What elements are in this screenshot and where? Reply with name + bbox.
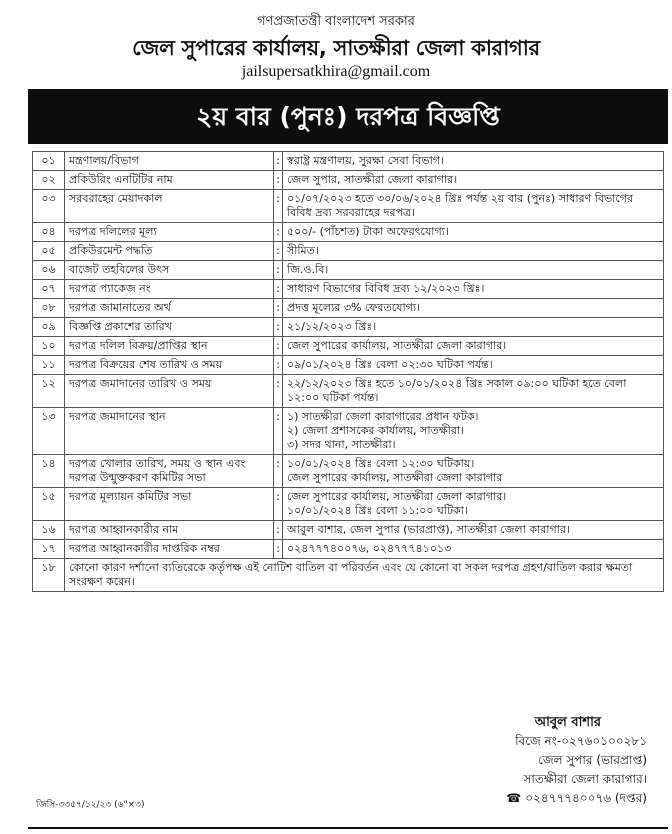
row-value: ২১/১২/২০২৩ খ্রিঃ। [283,318,664,337]
row-number: ১০ [33,337,65,356]
signatory-name: আবুল বাশার [534,715,601,730]
row-value-line: ১০/০১/২০২৪ খ্রিঃ বেলা ১২:৩০ ঘটিকায়। [287,457,475,470]
row-value: ৫০০/- (পাঁচশত) টাকা অফেরৎযোগ্য। [283,223,664,242]
row-label: দরপত্র জামানাতের অর্থ [65,299,274,318]
row-number: ১৬ [33,521,65,540]
row-label: দরপত্র জমাদানের তারিখ ও সময় [65,375,274,408]
row-label: দরপত্র দলিলের মূল্য [65,223,274,242]
row-colon: : [274,455,283,488]
row-number: ১১ [33,356,65,375]
row-number: ০৬ [33,261,65,280]
row-colon: : [274,171,283,190]
row-label: বিজ্ঞপ্তি প্রকাশের তারিখ [65,318,274,337]
row-value-line: ১) সাতক্ষীরা জেলা কারাগারের প্রধান ফটক। [287,410,479,423]
table-row [33,280,664,299]
table-row [33,223,664,242]
row-label: বাজেট তহবিলের উৎস [65,261,274,280]
row-number: ১৩ [33,408,65,455]
row-colon: : [274,356,283,375]
signatory-bp-number: বিজে নং-০২৭৬০১০০২৮১ [515,734,647,748]
row-number: ১২ [33,375,65,408]
table-row [33,152,664,171]
row-colon: : [274,521,283,540]
row-label: দরপত্র আহ্বানকারীর নাম [65,521,274,540]
row-colon: : [274,223,283,242]
table-row [33,521,664,540]
row-value-line: ৩) সদর থানা, সাতক্ষীরা। [287,438,396,451]
row-label: দরপত্র প্যাকেজ নং [65,280,274,299]
row-number: ০৫ [33,242,65,261]
table-row [33,559,664,592]
row-number: ১৭ [33,540,65,559]
row-colon: : [274,488,283,521]
row-number: ০৮ [33,299,65,318]
row-label: দরপত্র মূল্যায়ন কমিটির সভা [65,488,274,521]
row-number: ০৩ [33,190,65,223]
table-row [33,299,664,318]
tender-details-table [32,151,664,592]
table-row [33,337,664,356]
row-label: দরপত্র দলিল বিক্রয়/প্রাপ্তির স্থান [65,337,274,356]
row-value [283,408,664,455]
row-label: দরপত্র খোলার তারিখ, সময় ও স্থান এবং দরপত্র উন্মুক্তকরণ কমিটির সভা [65,455,274,488]
table-row [33,190,664,223]
row-value [283,488,664,521]
bottom-divider [28,827,668,829]
row-value: আবুল বাশার, জেল সুপার (ভারপ্রাপ্ত), সাতক্ষীরা জেলা কারাগার। [283,521,664,540]
row-value: ০২৪৭৭৭৪০০৭৬, ০২৪৭৭৭৪১০১৩ [283,540,664,559]
row-number: ১৫ [33,488,65,521]
row-value: ২২/১২/২০২৩ খ্রিঃ হতে ১০/০১/২০২৪ খ্রিঃ সকাল ০৯:০০ ঘটিকা হতে বেলা ১২:০০ ঘটিকা পর্যন্ত। [283,375,664,408]
row-colon: : [274,299,283,318]
table-row [33,356,664,375]
signatory-phone-line [506,789,647,808]
row-value: জেল সুপারের কার্যালয়, সাতক্ষীরা জেলা কারাগার। [283,337,664,356]
row-label: মন্ত্রণালয়/বিভাগ [65,152,274,171]
row-number: ০২ [33,171,65,190]
row-value: স্বরাষ্ট্র মন্ত্রণালয়, সুরক্ষা সেবা বিভাগ। [283,152,664,171]
table-row [33,242,664,261]
row-number: ০১ [33,152,65,171]
row-colon: : [274,337,283,356]
phone-icon: ☎ [506,791,522,805]
row-value-line: জেল সুপারের কার্যালয়, সাতক্ষীরা জেলা কারাগার। [287,490,507,503]
row-label: দরপত্র বিক্রয়ের শেষ তারিখ ও সময় [65,356,274,375]
row-colon: : [274,242,283,261]
row-value-line: ১০/০১/২০২৪ খ্রিঃ বেলা ১১:০০ ঘটিকা। [287,504,468,517]
signatory-office: সাতক্ষীরা জেলা কারাগার। [523,772,647,786]
row-number: ১৮ [33,559,65,592]
row-value: প্রদত্ত মূল্যের ৩% ফেরতযোগ্য। [283,299,664,318]
row-colon: : [274,408,283,455]
row-number: ০৪ [33,223,65,242]
table-row [33,261,664,280]
row-label: প্রকিউরিং এনটিটির নাম [65,171,274,190]
table-row [33,488,664,521]
table-row [33,171,664,190]
row-number: ০৯ [33,318,65,337]
row-label: দরপত্র আহ্বানকারীর দাপ্তরিক নম্বর [65,540,274,559]
row-value [283,455,664,488]
row-value: সীমিত। [283,242,664,261]
row-colon: : [274,190,283,223]
row-colon: : [274,280,283,299]
row-colon: : [274,152,283,171]
row-value-line: জেল সুপারের কার্যালয়, সাতক্ষীরা জেলা কারাগার [287,471,503,484]
row-colon: : [274,540,283,559]
office-email[interactable]: jailsupersatkhira@gmail.com [241,63,431,80]
row-label: সরবরাহের মেয়াদকাল [65,190,274,223]
row-label: প্রকিউরমেন্ট পদ্ধতি [65,242,274,261]
table-row [33,375,664,408]
office-title: জেল সুপারের কার্যালয়, সাতক্ষীরা জেলা কারাগার [132,36,540,60]
row-note: কোনো কারণ দর্শানো ব্যতিরেকে কর্তৃপক্ষ এই নোটিশ বাতিল বা পরিবর্তন এবং যে কোনো বা সকল দরপত্র গ্রহণ/বাতিল করার ক্ষমতা সংরক্ষণ করেন। [65,559,664,592]
signature-block [506,713,647,808]
signatory-phone: ০২৪৭৭৭৪০০৭৬ (দপ্তর) [525,791,647,805]
row-colon: : [274,318,283,337]
row-colon: : [274,375,283,408]
reference-number: জিসি-৩৩৫৭/১২/২৩ (৬"×৩) [36,800,145,810]
row-colon: : [274,261,283,280]
table-row [33,540,664,559]
row-value-line: ২) জেলা প্রশাসকের কার্যালয়, সাতক্ষীরা। [287,424,464,437]
table-row [33,318,664,337]
table-row [33,455,664,488]
row-value: জেল সুপার, সাতক্ষীরা জেলা কারাগার। [283,171,664,190]
row-value: ০৯/০১/২০২৪ খ্রিঃ বেলা ০২:৩০ ঘটিকা পর্যন্ত। [283,356,664,375]
row-number: ০৭ [33,280,65,299]
row-number: ১৪ [33,455,65,488]
row-label: দরপত্র জমাদানের স্থান [65,408,274,455]
row-value: ০১/০৭/২০২৩ হতে ৩০/০৬/২০২৪ খ্রিঃ পর্যন্ত ২য় বার (পুনঃ) সাধারণ বিভাগের বিবিধ দ্রব্য সরবরাহের দরপত্র। [283,190,664,223]
row-value: সাধারণ বিভাগের বিবিধ দ্রব্য ১২/২০২৩ খ্রিঃ। [283,280,664,299]
government-name: গণপ্রজাতন্ত্রী বাংলাদেশ সরকার [257,14,415,29]
table-row [33,408,664,455]
notice-title-banner: ২য় বার (পুনঃ) দরপত্র বিজ্ঞপ্তি [28,89,668,144]
row-value: জি.ও.বি। [283,261,664,280]
signatory-designation: জেল সুপার (ভারপ্রাপ্ত) [537,753,647,767]
